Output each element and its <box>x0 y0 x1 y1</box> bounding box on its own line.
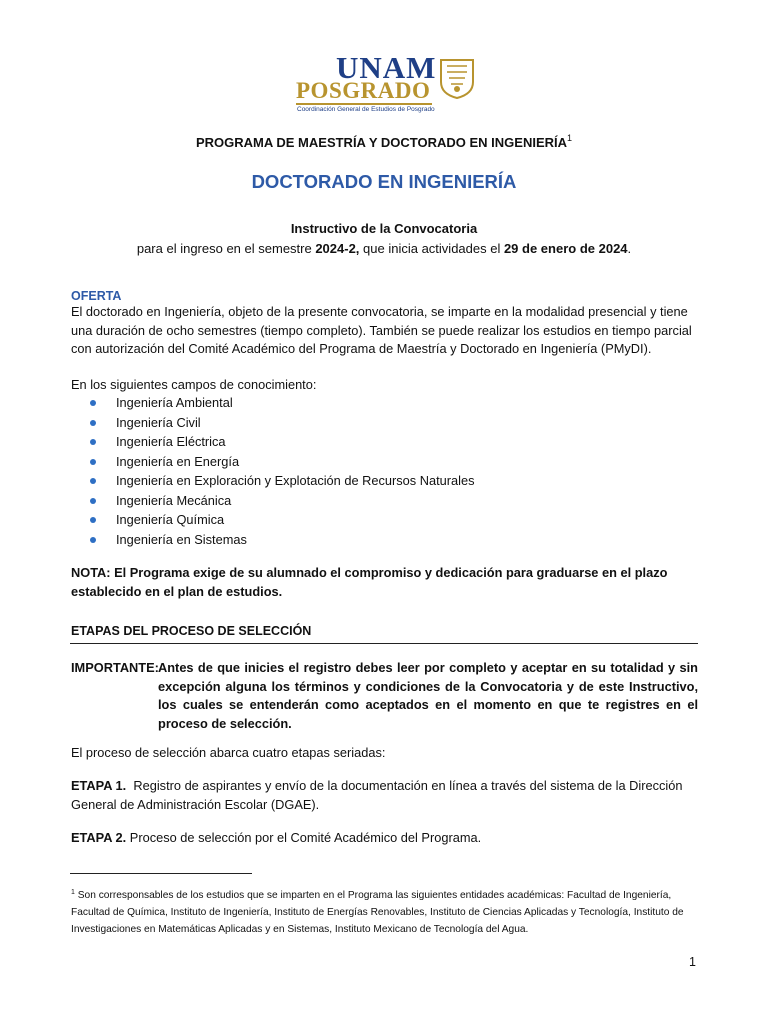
program-title <box>0 133 768 150</box>
unam-posgrado-logo <box>296 52 478 118</box>
bullet-icon <box>90 459 96 465</box>
ingreso-line <box>0 241 768 256</box>
list-item <box>90 510 475 530</box>
etapa-2-label: ETAPA 2. <box>71 830 127 845</box>
list-item <box>90 413 475 433</box>
oferta-paragraph: El doctorado en Ingeniería, objeto de la presente convocatoria, se imparte en la modalidad presencial y tiene una duración de ocho semestres (tiempo completo). También se puede realizar los estudios en tiempo parcial con autorización del Comité Académico del Programa de Maestría y Doctorado en Ingeniería (PMyDI). <box>71 304 692 356</box>
importante-label: IMPORTANTE: <box>71 660 159 675</box>
campo-label: Ingeniería en Exploración y Explotación de Recursos Naturales <box>116 473 475 488</box>
ingreso-mid: que inicia actividades el <box>359 241 504 256</box>
ingreso-end: . <box>627 241 632 256</box>
page-number: 1 <box>689 955 696 969</box>
importante-text: Antes de que inicies el registro debes leer por completo y aceptar en su totalidad y sin excepción alguna los términos y condiciones de la Convocatoria y de este Instructivo, los cuales se entenderán como aceptados en el momento en que te registres en el proceso de selección. <box>158 660 698 731</box>
campo-label: Ingeniería Eléctrica <box>116 434 226 449</box>
bullet-icon <box>90 498 96 504</box>
proceso-intro: El proceso de selección abarca cuatro etapas seriadas: <box>71 745 386 760</box>
campo-label: Ingeniería Mecánica <box>116 492 232 508</box>
bullet-icon <box>90 400 96 406</box>
list-item <box>90 393 475 413</box>
nota-paragraph: NOTA: El Programa exige de su alumnado el compromiso y dedicación para graduarse en el plazo establecido en el plan de estudios. <box>71 565 668 599</box>
campo-label: Ingeniería en Sistemas <box>116 531 247 547</box>
bullet-icon <box>90 537 96 543</box>
ingreso-fecha: 29 de enero de 2024 <box>503 241 628 256</box>
etapa-2-text: Proceso de selección por el Comité Académico del Programa. <box>129 830 482 845</box>
campo-label: Ingeniería Ambiental <box>116 395 233 410</box>
footnote-mark: 1 <box>71 889 75 896</box>
footnote-divider <box>70 873 252 874</box>
campos-intro: En los siguientes campos de conocimiento: <box>71 377 317 392</box>
bullet-icon <box>90 517 96 523</box>
document-title: DOCTORADO EN INGENIERÍA <box>251 171 517 192</box>
etapa-1-label: ETAPA 1. <box>71 778 127 793</box>
campo-label: Ingeniería Química <box>116 512 225 527</box>
bullet-icon <box>90 478 96 484</box>
footnote-text: Son corresponsables de los estudios que se imparten en el Programa las siguientes entidades académicas: Facultad de Ingeniería, Facultad de Química, Instituto de Ingeniería, Instituto de Energías Renovables, Instituto de Ciencias Aplicadas y Tecnología, Instituto de Investigaciones en Matemáticas Aplicadas y en Sistemas, Instituto Mexicano de Tecnología del Agua. <box>71 890 684 935</box>
program-title-text: PROGRAMA DE MAESTRÍA Y DOCTORADO EN INGENIERÍA <box>195 135 567 150</box>
list-item <box>90 530 475 550</box>
logo-divider <box>296 103 432 105</box>
etapa-2 <box>71 829 699 848</box>
program-footnote-mark: 1 <box>567 133 573 143</box>
campo-label: Ingeniería Civil <box>116 414 201 430</box>
logo-posgrado-text: POSGRADO <box>296 78 431 103</box>
oferta-heading: OFERTA <box>71 289 122 303</box>
list-item <box>90 432 475 452</box>
campo-label: Ingeniería en Energía <box>116 453 240 469</box>
instructivo-heading: Instructivo de la Convocatoria <box>290 221 478 236</box>
list-item <box>90 471 475 491</box>
unam-crest-icon <box>437 56 477 100</box>
logo-subtitle: Coordinación General de Estudios de Posgrado <box>297 106 435 113</box>
section-divider <box>70 643 698 644</box>
footnote <box>71 884 701 938</box>
etapa-1-text: Registro de aspirantes y envío de la documentación en línea a través del sistema de la Dirección General de Administración Escolar (DGAE). <box>71 778 683 812</box>
ingreso-pre: para el ingreso en el semestre <box>136 241 316 256</box>
list-item <box>90 491 475 511</box>
etapa-1 <box>71 777 699 814</box>
list-item <box>90 452 475 472</box>
logo-unam-text: UNAM <box>336 50 437 85</box>
ingreso-semestre: 2024-2, <box>315 241 360 256</box>
campos-list <box>90 393 475 549</box>
bullet-icon <box>90 439 96 445</box>
etapas-heading: ETAPAS DEL PROCESO DE SELECCIÓN <box>71 624 312 638</box>
bullet-icon <box>90 420 96 426</box>
